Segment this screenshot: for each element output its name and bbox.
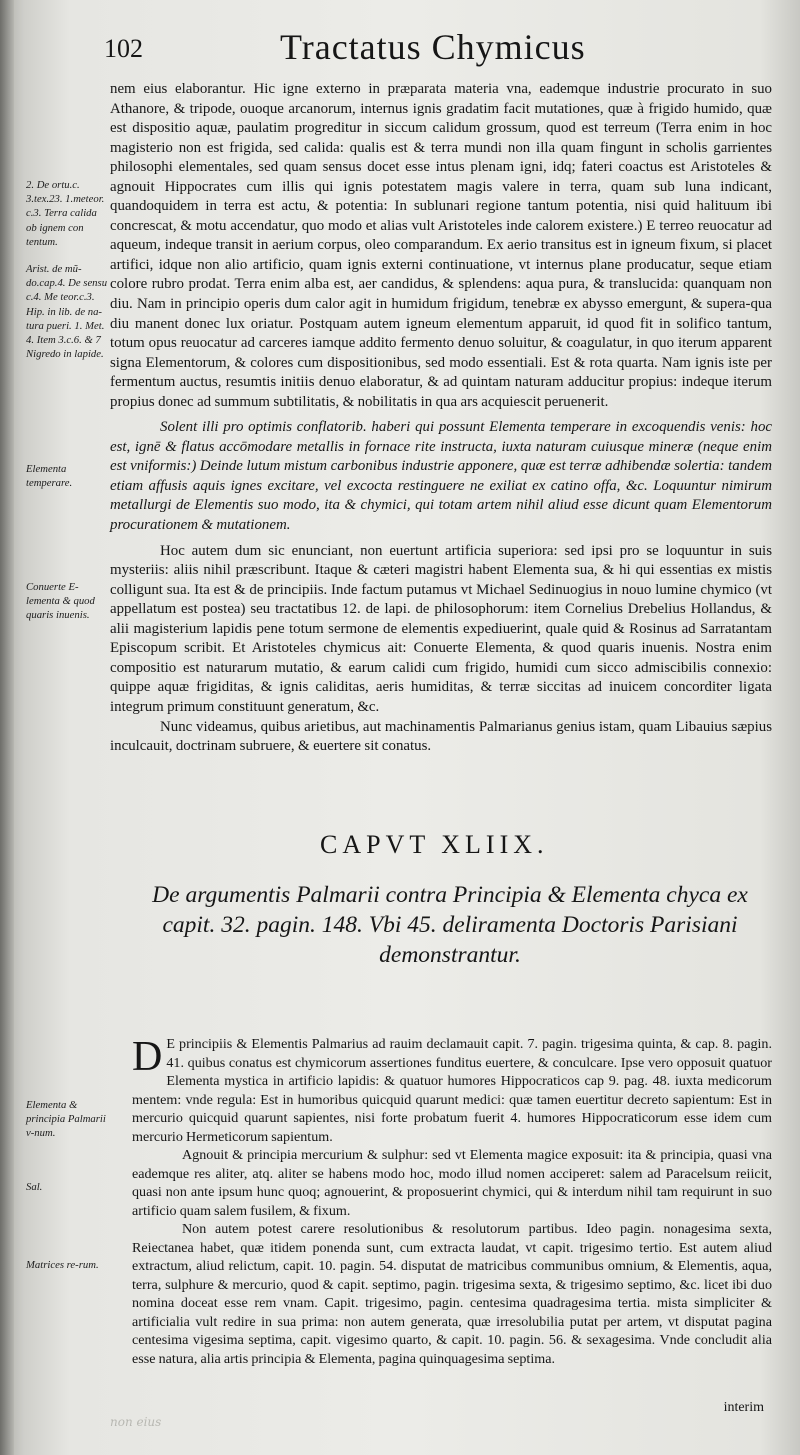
- bleed-through-text: non eius: [110, 1415, 162, 1429]
- sidenote: Conuerte E-lementa & quod quaris inuenis.: [26, 581, 95, 622]
- paragraph: Solent illi pro optimis conflatorib. haberi qui possunt Elementa temperare in excoquendis venis: hoc est, ignē & flatus accōmodare metallis in fornace rite instructa, iuxta naturam cuiusque mineræ (neque enim est vniformis:) Deinde lutum mistum carbonibus industrie apponere, quæ est terræ adhibendæ solertia: tandem etiam affusis aquis ignes excitare, vel excocta restinguere ne exiliat ex catino offa, &c. Loquuntur nimirum metallurgi de Elementis suo modo, ita & chymici, qui totam artem nihil aliud esse dicunt quam Elementorum procurationem & mutationem.: [110, 419, 772, 534]
- gutter-shadow: [0, 0, 14, 1455]
- paragraph: Hoc autem dum sic enunciant, non euertunt artificia superiora: sed ipsi pro se loquuntur in suis mysteriis: aliis nihil præscribunt. Itaque & cæteri magistri habent Elementa sua, & hi qui essentias ex mistis colligunt sua. Ita est & de principiis. Inde factum putamus vt Michael Sedinuogius in nouo lumine chymico (vt appellatum est postea) seu tractatibus 12. de lapi. de philosophorum: item Cornelius Drebelius Hollandus, & alii magisterium lapidis pene totum sermone de elementis expediuerint, quale quid & Rosinus ad Sarratantam Episcopum scribit. Et Aristoteles chymicus ait: Conuerte Elementa, & quod quaris inuenis. Nostra enim compositio est naturarum mutatio, & earum calidi cum frigido, humidi cum sicco admiscibilis connexio: quippe aquæ frigiditas, & ignis caliditas, aeris humiditas, & terræ siccitas ad inuicem concorditer ligata integrum primum constituunt generatum, &c.: [110, 542, 772, 715]
- paragraph: Agnouit & principia mercurium & sulphur: sed vt Elementa magice exposuit: ita & principia, quasi vna eademque res aliter, atq. aliter se habens modo hoc, modo illud nomen acciperet: salem ad Paracelsum reiicit, quasi non ante ipsum hunc quoq; agnouerint, & proposuerint chymici, qui & interdum nihil tam requirunt in suo artificio quam salem fusilem, & fixum.: [132, 1147, 772, 1219]
- sidenote: Matrices re-rum.: [26, 1259, 99, 1271]
- paragraph: E principiis & Elementis Palmarius ad rauim declamauit capit. 7. pagin. trigesima quinta, & cap. 8. pagin. 41. quibus conatus est chymicorum assertiones funditus euertere, & conculcare. Ipse vero opposuit quatuor Elementa mystica in artificio lapidis: & quatuor humores Hippocraticos cap 9. pag. 48. iuxta medicorum mentem: vnde regula: Est in humoribus quicquid quarunt medici: quæ tamen euertitur decreto sapientum: Est in mercurio quicquid quarunt sapientes, nisi forte probatum fuerit 4. humores Hippocraticorum esse idem cum mercurio Hermeticorum sapientum.: [132, 1036, 772, 1145]
- sidenote: 2. De ortu.c. 3.tex.23. 1.meteor. c.3. Terra calida ob ignem con tentum.: [26, 179, 105, 248]
- paragraph: Nunc videamus, quibus arietibus, aut machinamentis Palmarianus genius istam, quam Libauius sæpius inculcauit, doctrinam subruere, & euertere sit conatus.: [110, 718, 772, 755]
- chapter-body: [132, 1035, 772, 1368]
- sidenote: Elementa & principia Palmarii v-num.: [26, 1099, 106, 1140]
- drop-initial: D: [132, 1034, 163, 1080]
- sidenote: Arist. de mũ-do.cap.4. De sensu c.4. Me teor.c.3. Hip. in lib. de na-tura pueri. 1. Met. 4. Item 3.c.6. & 7 Nigredo in lapide.: [26, 263, 108, 361]
- running-title: Tractatus Chymicus: [280, 27, 586, 67]
- sidenote: Elementa temperare.: [26, 463, 73, 490]
- paragraph: Non autem potest carere resolutionibus & resolutorum partibus. Ideo pagin. nonagesima sexta, Reiectanea habet, quæ itidem ponenda sunt, cum extracta laudat, vt capit. trigesimo tertio. Est autem aliud extractum, aliud relictum, capit. 10. pagin. 54. disputat de matricibus communibus omnium, & Elementis, aqua, terra, sulphure & mercurio, quod & capit. septimo, pagin. trigesima sexta, & trigesimo septimo, &c. licet ibi duo nomina doceat esse rem vnam. Capit. trigesimo, pagin. centesima quadragesima tertia. mista simpliciter & artificialia vult redire in sua prima: non autem generata, quæ irresolubilia putat per artem, vt disputat pagina centesima vigesima septima, capit. vigesimo quarto, & capit. 10. pagin. 56. & sexagesima. Vnde concludit alia esse natura, alia artis principia & Elementa, pagina quinquagesima septima.: [132, 1221, 772, 1367]
- paragraph: nem eius elaborantur. Hic igne externo in præparata materia vna, eademque industrie procurato in suo Athanore, & tripode, ouoque arcanorum, internus ignis gradatim facit mutationes, quæ à frigido humido, quæ est dispositio aquæ, paulatim progreditur in siccum calidum grossum, quod est terreum (Terra enim in hoc magisterio non est frigida, sed calida: qualis est & terra mundi non illa quam fingunt in scholis garrientes philosophi elementales, sed quam sensus docet esse intus plenam igni, idq; fateri coactus est Aristoteles & agnouit Hippocrates cum illis qui ignis potestatem magis valere in terra, quam sub luna indicant, quandoquidem in terra est actu, & potentia: In sublunari regione tantum potentia, nisi quid halituum ibi concrescat, & motu accendatur, quo modo et alias vult Aristoteles inde calorem existere.) E terreo reuocatur ad aqueum, indeque transit in aerium corpus, oleo comparandum. Ex aerio transitus est in igneum fixum, si placet artifici, idque non alio artificio, quam ignis externi continuatione, vt internus plane producatur, seque etiam colore rubro prodat. Terra enim alba est, aer candidus, & splendens: aqua pura, & translucida: quanquam non diu. Nam in principio operis dum calor agit in humidum frigidum, tenebræ ex abysso emergunt, & supera-qua diu manent donec lux oriatur. Postquam autem igneum elementum apparuit, id quod fit in solifico tantum, totum opus reuocatur ad carceres iamque addito fermento denuo soluitur, & coagulatur, in quo iterum apparent signa Elementorum, & colores cum dispositionibus, sed modo essentiali. Est & rota quarta. Nam ignis iste per fermentum auctus, resumtis initiis denuo elaboratur, & ad quintam naturam adducitur propius: indeque iterum propius donec ad summum subtilitatis, & nobilitatis in qua ars acquiescit peruenerit.: [110, 81, 772, 410]
- page-number: 102: [104, 34, 143, 63]
- catchword: interim: [723, 1400, 764, 1415]
- chapter-subtitle: De argumentis Palmarii contra Principia & Elementa chyca ex capit. 32. pagin. 148. Vbi 45. deliramenta Doctoris Parisiani demonstrantur.: [152, 882, 748, 968]
- chapter-heading: CAPVT XLIIX.: [320, 830, 549, 859]
- sidenote: Sal.: [26, 1181, 43, 1193]
- body-text: [110, 80, 772, 757]
